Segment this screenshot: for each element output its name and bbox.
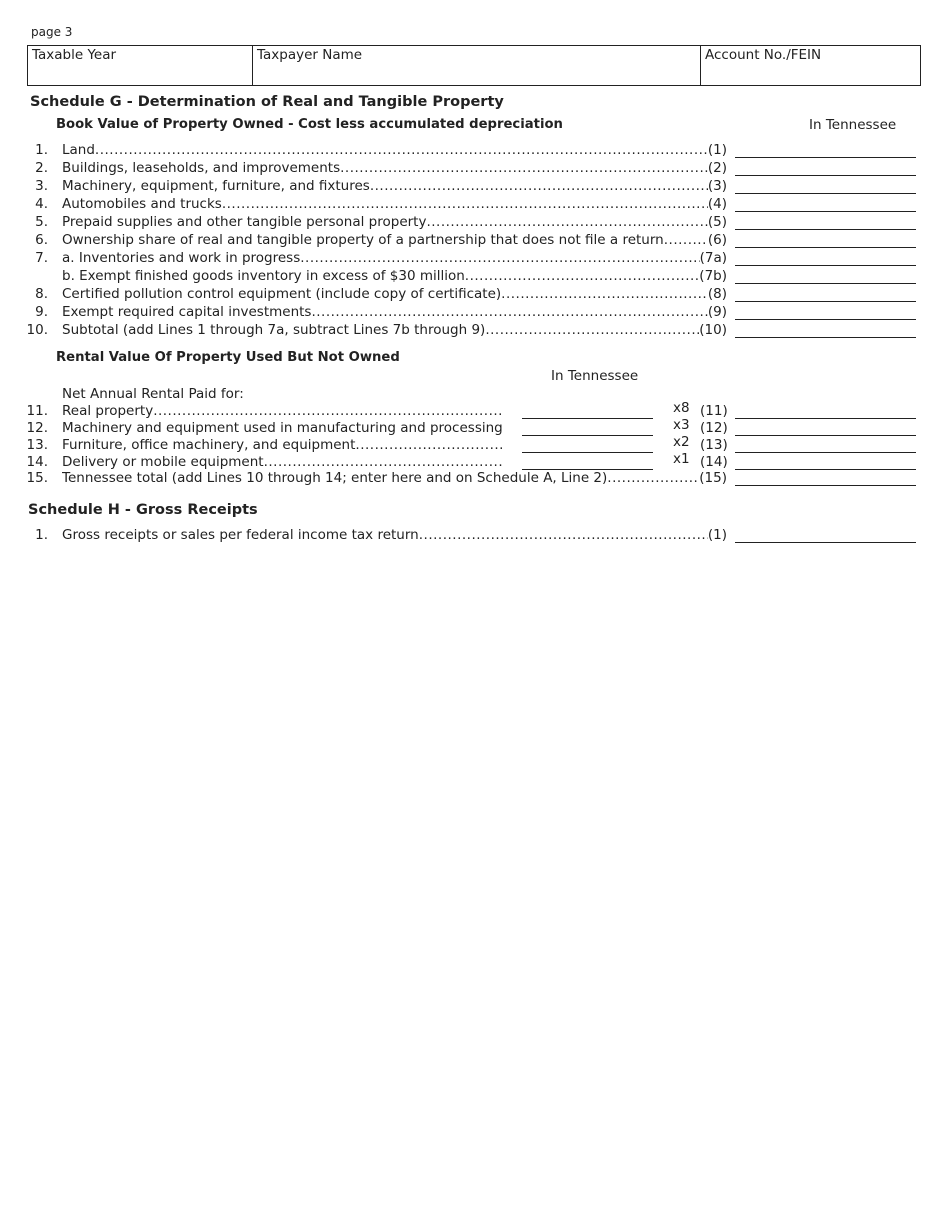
line-description — [62, 304, 727, 320]
taxpayer-name-field[interactable]: Taxpayer Name — [253, 46, 701, 85]
dot-leader — [501, 286, 708, 302]
line-row — [0, 250, 950, 268]
line-text: Exempt required capital investments — [62, 304, 312, 320]
line-number: 8. — [35, 286, 48, 302]
line-row — [0, 232, 950, 250]
amount-input[interactable] — [735, 485, 916, 486]
dot-leader — [419, 527, 708, 543]
line-number: 12. — [26, 420, 48, 436]
multiplier: x3 — [673, 417, 690, 433]
net-annual-rental-label: Net Annual Rental Paid for: — [62, 386, 244, 402]
line-reference: (7b) — [699, 268, 727, 284]
line-description — [62, 403, 503, 419]
line-reference: (8) — [707, 286, 727, 302]
line-text: Buildings, leaseholds, and improvements — [62, 160, 341, 176]
line-description — [62, 286, 727, 302]
line-row — [0, 400, 950, 421]
line-number: 13. — [26, 437, 48, 453]
account-number-field[interactable]: Account No./FEIN — [705, 47, 822, 63]
line-row — [0, 322, 950, 340]
rental-amount-input[interactable] — [522, 435, 653, 436]
line-reference: (6) — [707, 232, 727, 248]
amount-input[interactable] — [735, 193, 916, 194]
line-text: Gross receipts or sales per federal income tax return — [62, 527, 419, 543]
multiplier: x1 — [673, 451, 690, 467]
line-description — [62, 437, 503, 453]
line-reference: (15) — [699, 470, 727, 486]
line-reference: (14) — [700, 454, 728, 470]
line-number: 1. — [35, 142, 48, 158]
dot-leader — [95, 142, 708, 158]
line-text: Land — [62, 142, 95, 158]
amount-input[interactable] — [735, 247, 916, 248]
line-description — [62, 232, 727, 248]
dot-leader — [426, 214, 707, 230]
line-description — [62, 420, 503, 436]
line-text: Subtotal (add Lines 1 through 7a, subtract Lines 7b through 9) — [62, 322, 486, 338]
line-text: Furniture, office machinery, and equipment — [62, 437, 356, 453]
line-number: 3. — [35, 178, 48, 194]
line-description — [62, 160, 727, 176]
line-description — [62, 142, 727, 158]
line-number: 2. — [35, 160, 48, 176]
line-row — [0, 304, 950, 322]
line-number: 6. — [35, 232, 48, 248]
line-row-total — [0, 470, 950, 488]
line-text: Machinery and equipment used in manufacturing and processing — [62, 420, 503, 436]
line-reference: (1) — [707, 527, 727, 543]
rental-amount-input[interactable] — [522, 452, 653, 453]
rental-in-tennessee-heading: In Tennessee — [551, 368, 639, 384]
line-text: Ownership share of real and tangible property of a partnership that does not file a return — [62, 232, 664, 248]
line-row — [0, 286, 950, 304]
amount-input[interactable] — [735, 319, 916, 320]
line-description — [62, 214, 727, 230]
line-text: Automobiles and trucks — [62, 196, 222, 212]
line-row — [0, 196, 950, 214]
dot-leader — [340, 160, 708, 176]
line-number: 5. — [35, 214, 48, 230]
line-text: Real property — [62, 403, 154, 419]
line-row — [0, 214, 950, 232]
line-text: Delivery or mobile equipment — [62, 454, 264, 470]
line-row — [0, 142, 950, 160]
line-text: a. Inventories and work in progress — [62, 250, 301, 266]
multiplier: x2 — [673, 434, 690, 450]
dot-leader — [311, 304, 707, 320]
amount-input[interactable] — [735, 301, 916, 302]
amount-input[interactable] — [735, 229, 916, 230]
line-reference: (9) — [707, 304, 727, 320]
amount-input[interactable] — [735, 175, 916, 176]
line-reference: (7a) — [699, 250, 727, 266]
line-description — [62, 196, 727, 212]
dot-leader — [465, 268, 700, 284]
line-row — [0, 178, 950, 196]
dot-leader — [153, 403, 503, 419]
amount-input[interactable] — [735, 283, 916, 284]
line-description — [62, 527, 727, 543]
line-description — [62, 470, 727, 486]
amount-input[interactable] — [735, 337, 916, 338]
dot-leader — [607, 470, 699, 486]
rental-amount-input[interactable] — [522, 418, 653, 419]
amount-input[interactable] — [735, 452, 916, 453]
book-value-heading: Book Value of Property Owned - Cost less accumulated depreciation — [56, 117, 563, 132]
dot-leader — [370, 178, 708, 194]
line-reference: (3) — [707, 178, 727, 194]
line-row — [0, 434, 950, 455]
line-description — [62, 454, 503, 470]
amount-input[interactable] — [735, 211, 916, 212]
dot-leader — [300, 250, 699, 266]
line-description — [62, 178, 727, 194]
line-reference: (12) — [700, 420, 728, 436]
line-reference: (10) — [699, 322, 727, 338]
amount-input[interactable] — [735, 157, 916, 158]
line-number: 10. — [26, 322, 48, 338]
in-tennessee-column-heading: In Tennessee — [809, 117, 897, 133]
taxable-year-field[interactable]: Taxable Year — [28, 46, 253, 85]
dot-leader — [355, 437, 503, 453]
line-text: Certified pollution control equipment (include copy of certificate) — [62, 286, 502, 302]
line-row — [0, 417, 950, 438]
line-text: Machinery, equipment, furniture, and fixtures — [62, 178, 370, 194]
dot-leader — [485, 322, 699, 338]
line-text: Prepaid supplies and other tangible personal property — [62, 214, 427, 230]
schedule-h-title: Schedule H - Gross Receipts — [28, 502, 258, 518]
line-number: 15. — [26, 470, 48, 486]
line-number: 11. — [26, 403, 48, 419]
line-number: 14. — [26, 454, 48, 470]
schedule-g-title: Schedule G - Determination of Real and Tangible Property — [30, 94, 504, 110]
line-description — [62, 250, 727, 266]
line-text: Tennessee total (add Lines 10 through 14; enter here and on Schedule A, Line 2) — [62, 470, 608, 486]
rental-value-heading: Rental Value Of Property Used But Not Owned — [56, 350, 400, 365]
page-number: page 3 — [31, 25, 73, 39]
amount-input[interactable] — [735, 265, 916, 266]
amount-input[interactable] — [735, 435, 916, 436]
line-number: 1. — [35, 527, 48, 543]
dot-leader — [222, 196, 708, 212]
dot-leader — [264, 454, 503, 470]
dot-leader — [664, 232, 708, 248]
line-reference: (2) — [707, 160, 727, 176]
line-description — [62, 268, 727, 284]
line-reference: (5) — [707, 214, 727, 230]
line-row — [0, 527, 950, 545]
line-reference: (13) — [700, 437, 728, 453]
line-description — [62, 322, 727, 338]
line-reference: (11) — [700, 403, 728, 419]
amount-input[interactable] — [735, 418, 916, 419]
line-row — [0, 160, 950, 178]
line-number: 4. — [35, 196, 48, 212]
multiplier: x8 — [673, 400, 690, 416]
taxpayer-header-box — [27, 45, 921, 86]
amount-input[interactable] — [735, 542, 916, 543]
line-reference: (1) — [707, 142, 727, 158]
line-number: 7. — [35, 250, 48, 266]
line-text: b. Exempt finished goods inventory in excess of $30 million — [62, 268, 465, 284]
line-number: 9. — [35, 304, 48, 320]
line-reference: (4) — [707, 196, 727, 212]
line-row — [0, 268, 950, 286]
